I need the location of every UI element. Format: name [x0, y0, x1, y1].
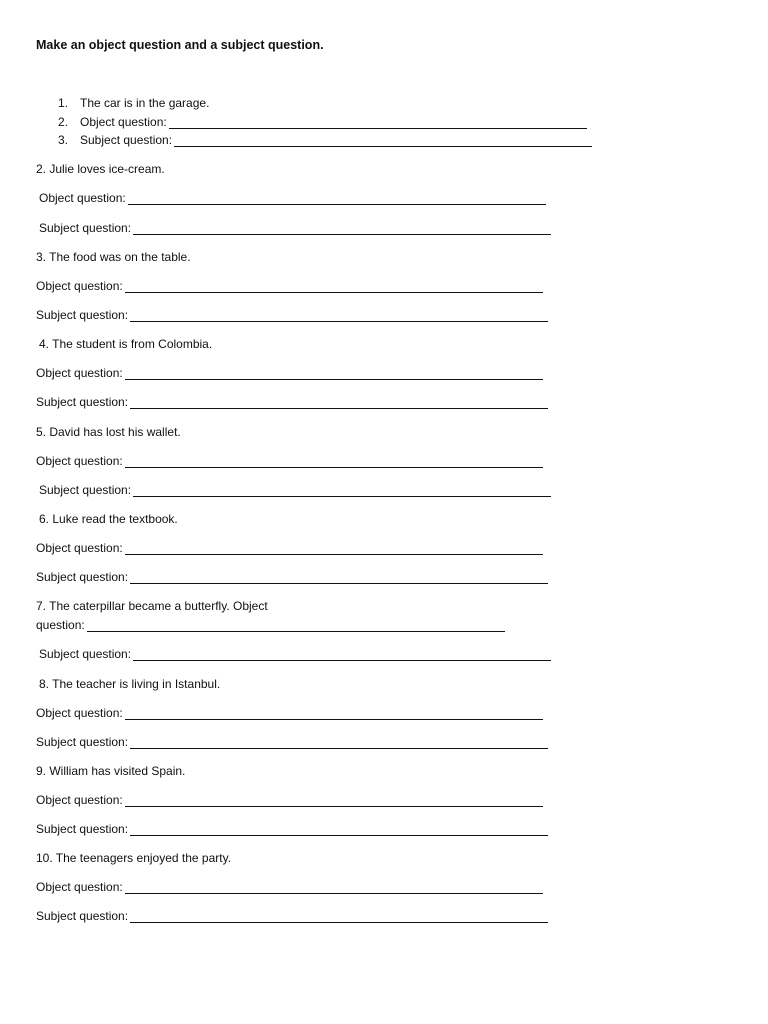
exercise-sentence: 4. The student is from Colombia. [39, 337, 213, 351]
object-question-row [36, 618, 505, 632]
subject-question-label: Subject question: [36, 909, 129, 923]
subject-question-row [36, 395, 548, 409]
exercise-sentence: 8. The teacher is living in Istanbul. [39, 677, 221, 691]
answer-blank[interactable] [125, 882, 543, 894]
object-question-row [36, 793, 543, 807]
object-question-label: Object question: [36, 454, 123, 468]
answer-blank[interactable] [130, 737, 548, 749]
object-question-row [36, 541, 543, 555]
answer-blank[interactable] [130, 310, 548, 322]
answer-blank[interactable] [130, 572, 548, 584]
exercise-sentence: 10. The teenagers enjoyed the party. [36, 851, 232, 865]
subject-question-label: Subject question: [36, 735, 129, 749]
answer-blank[interactable] [133, 649, 551, 661]
list-number: 3. [58, 133, 69, 147]
answer-blank[interactable] [130, 397, 548, 409]
list-item [58, 133, 592, 147]
list-text: Object question: [80, 115, 167, 129]
list-number: 2. [58, 115, 69, 129]
object-question-label: Object question: [36, 706, 123, 720]
object-question-row [36, 279, 543, 293]
answer-blank[interactable] [125, 281, 543, 293]
subject-question-row [36, 735, 548, 749]
object-question-row [36, 454, 543, 468]
subject-question-label: Subject question: [36, 822, 129, 836]
answer-blank[interactable] [125, 708, 543, 720]
answer-blank[interactable] [125, 368, 543, 380]
subject-question-row [36, 822, 548, 836]
list-item [58, 115, 587, 129]
subject-question-row [39, 647, 551, 661]
object-question-row [36, 880, 543, 894]
subject-question-row [36, 308, 548, 322]
object-question-label: Object question: [39, 191, 126, 205]
object-question-label: Object question: [36, 366, 123, 380]
list-text: Subject question: [80, 133, 173, 147]
object-question-row [36, 366, 543, 380]
answer-blank[interactable] [128, 193, 546, 205]
answer-blank[interactable] [130, 824, 548, 836]
answer-blank[interactable] [169, 117, 587, 129]
list-number: 1. [58, 96, 69, 110]
object-question-label: Object question: [36, 793, 123, 807]
exercise-sentence: 2. Julie loves ice-cream. [36, 162, 165, 176]
list-item [58, 96, 209, 110]
answer-blank[interactable] [133, 223, 551, 235]
object-question-label: Object question: [36, 279, 123, 293]
list-text: The car is in the garage. [80, 96, 210, 110]
subject-question-label: Subject question: [39, 647, 132, 661]
answer-blank[interactable] [125, 456, 543, 468]
answer-blank[interactable] [125, 795, 543, 807]
object-question-row [39, 191, 546, 205]
subject-question-label: Subject question: [39, 221, 132, 235]
exercise-sentence: 7. The caterpillar became a butterfly. Object [36, 599, 268, 613]
subject-question-label: Subject question: [36, 395, 129, 409]
answer-blank[interactable] [174, 135, 592, 147]
subject-question-row [36, 570, 548, 584]
exercise-sentence: 9. William has visited Spain. [36, 764, 186, 778]
subject-question-label: Subject question: [36, 308, 129, 322]
worksheet-title: Make an object question and a subject question. [36, 38, 324, 52]
object-question-label: Object question: [36, 541, 123, 555]
exercise-sentence: 6. Luke read the textbook. [39, 512, 178, 526]
subject-question-label: Subject question: [39, 483, 132, 497]
subject-question-row [39, 221, 551, 235]
answer-blank[interactable] [125, 543, 543, 555]
subject-question-label: Subject question: [36, 570, 129, 584]
object-question-row [36, 706, 543, 720]
answer-blank[interactable] [130, 911, 548, 923]
subject-question-row [36, 909, 548, 923]
object-question-label: Object question: [36, 880, 123, 894]
subject-question-row [39, 483, 551, 497]
object-question-label: question: [36, 618, 85, 632]
answer-blank[interactable] [87, 620, 505, 632]
exercise-sentence: 5. David has lost his wallet. [36, 425, 181, 439]
answer-blank[interactable] [133, 485, 551, 497]
exercise-sentence: 3. The food was on the table. [36, 250, 191, 264]
